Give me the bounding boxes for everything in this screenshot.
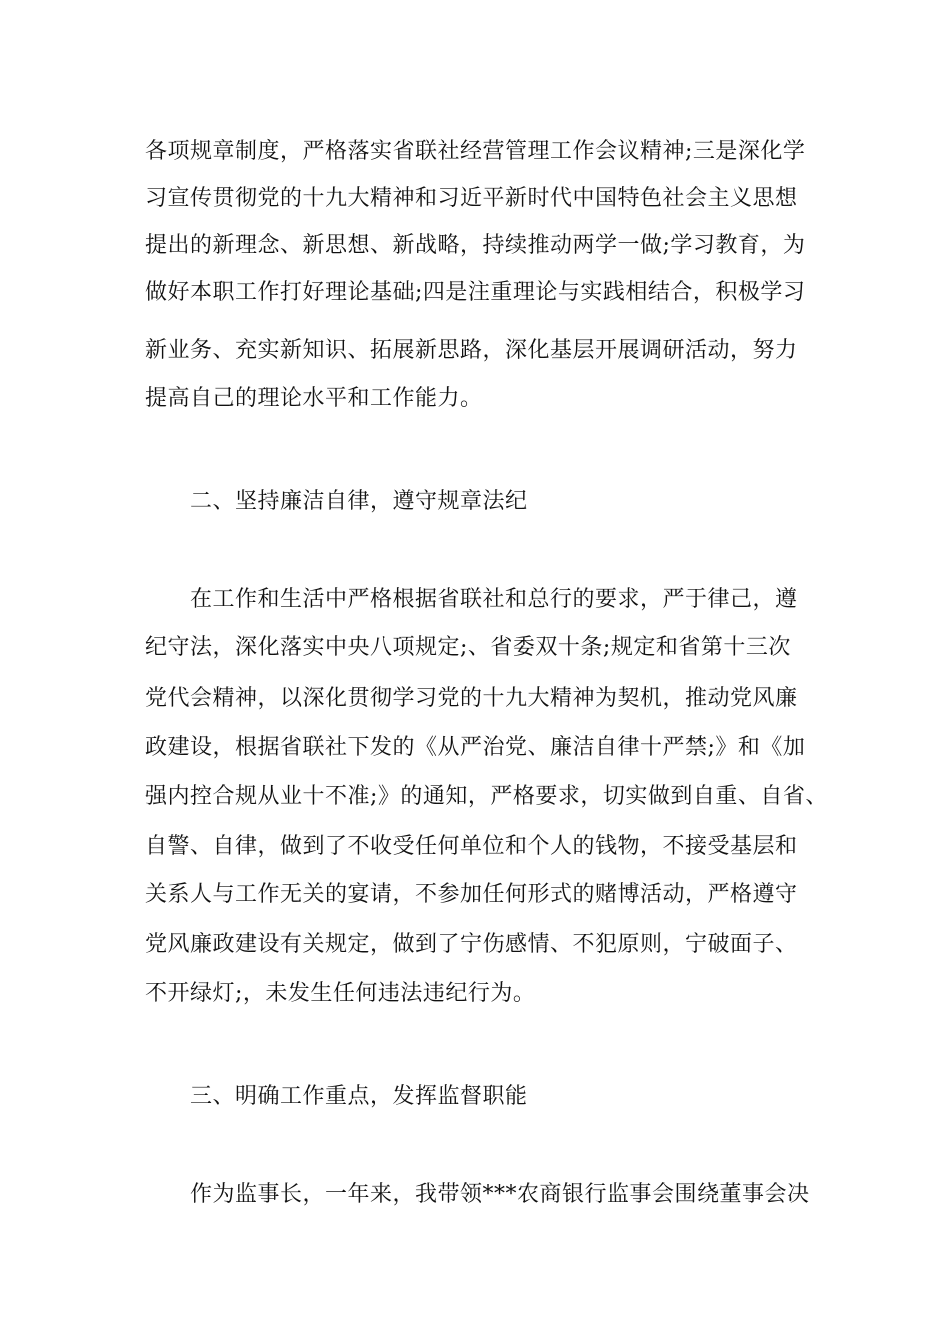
paragraph-line: 政建设，根据省联社下发的《从严治党、廉洁自律十严禁;》和《加 [145, 735, 806, 760]
paragraph-line: 各项规章制度，严格落实省联社经营管理工作会议精神;三是深化学 [145, 139, 806, 164]
section-heading-3: 三、明确工作重点，发挥监督职能 [190, 1084, 528, 1109]
paragraph-line: 党代会精神，以深化贯彻学习党的十九大精神为契机，推动党风廉 [145, 686, 798, 711]
paragraph-line: 党风廉政建设有关规定，做到了宁伤感情、不犯原则，宁破面子、 [145, 932, 798, 957]
paragraph-line: 在工作和生活中严格根据省联社和总行的要求，严于律己，遵 [190, 587, 798, 612]
paragraph-line: 纪守法，深化落实中央八项规定;、省委双十条;规定和省第十三次 [145, 635, 791, 660]
paragraph-line: 关系人与工作无关的宴请，不参加任何形式的赌博活动，严格遵守 [145, 882, 798, 907]
paragraph-line: 作为监事长，一年来，我带领***农商银行监事会围绕董事会决 [190, 1182, 810, 1207]
paragraph-line: 强内控合规从业十不准;》的通知，严格要求，切实做到自重、自省、 [145, 784, 828, 809]
paragraph-line: 不开绿灯;，未发生任何违法违纪行为。 [145, 981, 536, 1006]
paragraph-line: 提高自己的理论水平和工作能力。 [145, 386, 483, 411]
paragraph-line: 做好本职工作打好理论基础;四是注重理论与实践相结合，积极学习 [145, 280, 806, 305]
paragraph-line: 自警、自律，做到了不收受任何单位和个人的钱物，不接受基层和 [145, 834, 798, 859]
paragraph-line: 习宣传贯彻党的十九大精神和习近平新时代中国特色社会主义思想 [145, 186, 798, 211]
section-heading-2: 二、坚持廉洁自律，遵守规章法纪 [190, 489, 528, 514]
paragraph-line: 新业务、充实新知识、拓展新思路，深化基层开展调研活动，努力 [145, 338, 798, 363]
paragraph-line: 提出的新理念、新思想、新战略，持续推动两学一做;学习教育，为 [145, 233, 806, 258]
